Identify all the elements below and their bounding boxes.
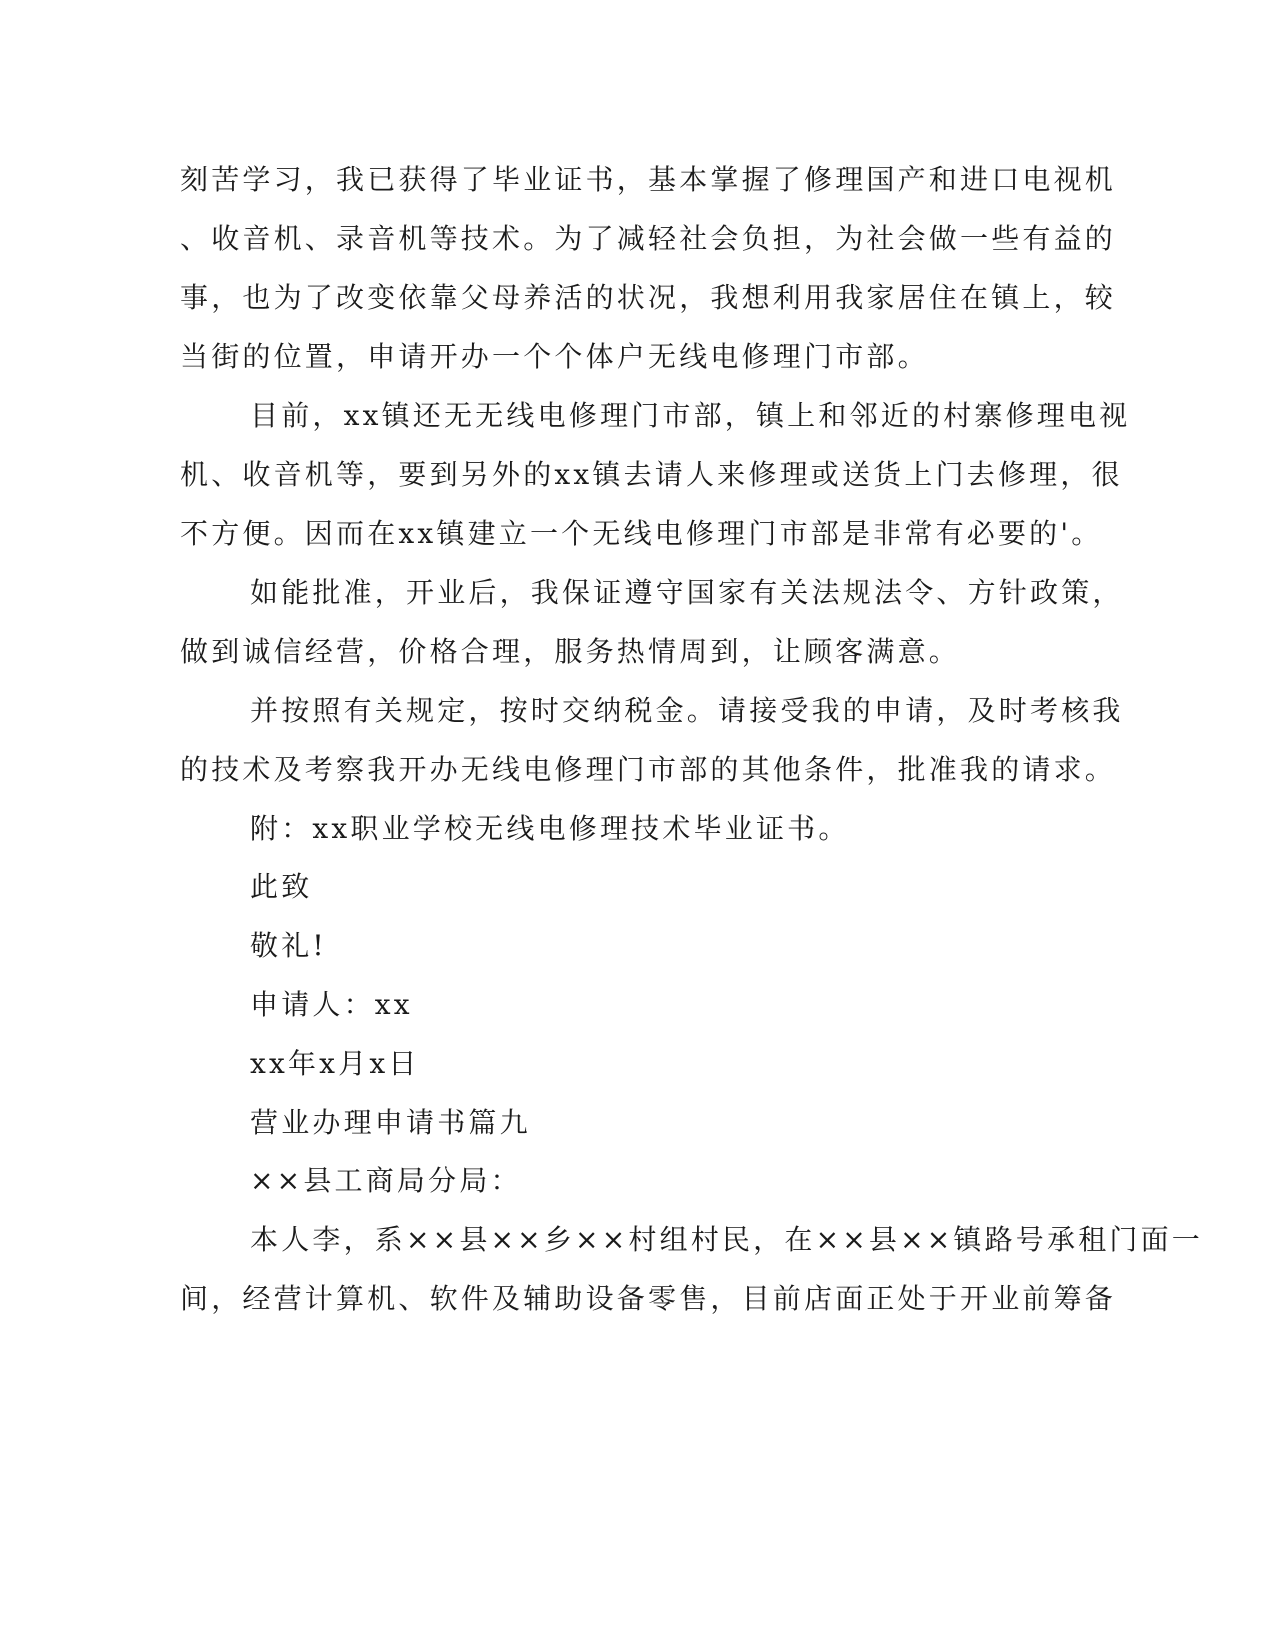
addressee: ××县工商局分局： (250, 1164, 522, 1197)
paragraph-first-line: 如能批准，开业后，我保证遵守国家有关法规法令、方针政策， (250, 576, 1124, 609)
text-line: 刻苦学习，我已获得了毕业证书，基本掌握了修理国产和进口电视机 (180, 163, 1117, 196)
text-line: 当街的位置，申请开办一个个体户无线电修理门市部。 (180, 340, 929, 373)
closing-regards: 敬礼! (250, 929, 327, 962)
text-line: 间，经营计算机、软件及辅助设备零售，目前店面正处于开业前筹备 (180, 1282, 1117, 1315)
applicant-signature: 申请人：xx (250, 988, 413, 1021)
section-heading: 营业办理申请书篇九 (250, 1106, 531, 1139)
text-line: 不方便。因而在xx镇建立一个无线电修理门市部是非常有必要的'。 (180, 517, 1103, 550)
paragraph-first-line: 目前，xx镇还无无线电修理门市部，镇上和邻近的村寨修理电视 (250, 399, 1131, 432)
closing-salutation: 此致 (250, 870, 313, 903)
text-line: 事，也为了改变依靠父母养活的状况，我想利用我家居住在镇上，较 (180, 281, 1117, 314)
text-line: 机、收音机等，要到另外的xx镇去请人来修理或送货上门去修理，很 (180, 458, 1123, 491)
date-line: xx年x月x日 (250, 1047, 420, 1080)
attachment-note: 附：xx职业学校无线电修理技术毕业证书。 (250, 812, 850, 845)
paragraph-first-line: 并按照有关规定，按时交纳税金。请接受我的申请，及时考核我 (250, 694, 1124, 727)
text-line: 、收音机、录音机等技术。为了减轻社会负担，为社会做一些有益的 (180, 222, 1117, 255)
text-line: 的技术及考察我开办无线电修理门市部的其他条件，批准我的请求。 (180, 753, 1117, 786)
text-line: 做到诚信经营，价格合理，服务热情周到，让顾客满意。 (180, 635, 961, 668)
paragraph-first-line: 本人李，系××县××乡××村组村民，在××县××镇路号承租门面一 (250, 1223, 1204, 1256)
